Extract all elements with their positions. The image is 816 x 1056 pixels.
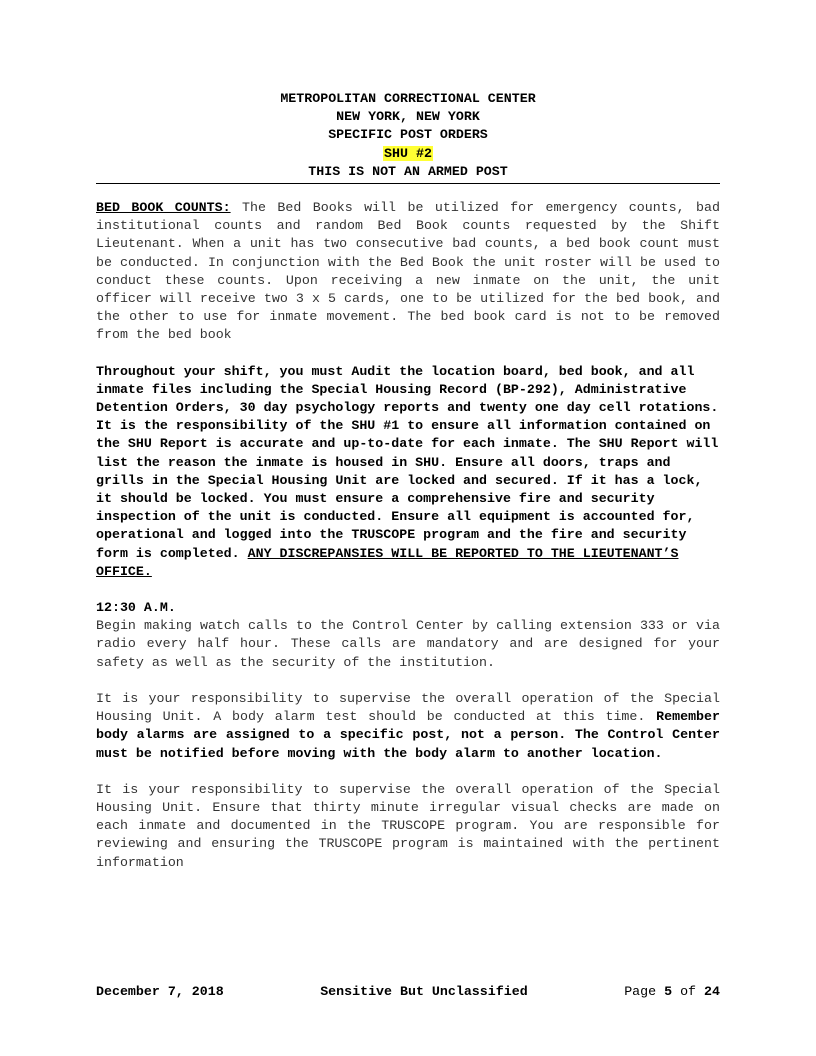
page-footer [96,983,720,1001]
bed-book-text: The Bed Books will be utilized for emergency counts, bad institutional counts and random Bed Book counts requested by the Shift Lieutenant. When a unit has two consecutive bad counts, a bed book count must be conducted. In conjunction with the Bed Book the unit roster will be used to conduct these counts. Upon receiving a new inmate on the unit, the unit officer will receive two 3 x 5 cards, one to be utilized for the bed book, and the other to use for inmate movement. The bed book card is not to be removed from the bed book [96,200,720,343]
bed-book-paragraph [96,199,720,345]
document-page [96,90,720,872]
header-post-orders: SPECIFIC POST ORDERS [328,127,488,143]
time-label-1230: 12:30 A.M. [96,600,176,616]
bed-book-heading: BED BOOK COUNTS: [96,200,231,216]
audit-warning: ANY DISCREPANSIES WILL BE REPORTED TO THE LIEUTENANT’S OFFICE. [96,545,679,579]
audit-text: Throughout your shift, you must Audit the location board, bed book, and all inmate files including the Special Housing Record (BP-292), Administrative Detention Orders, 30 day psychology reports and twenty one day cell rotations. It is the responsibility of the SHU #1 to ensure all information contained on the SHU Report is accurate and up-to-date for each inmate. The SHU Report will list the reason the inmate is housed in SHU. Ensure all doors, traps and grills in the Special Housing Unit are locked and secured. If it has a lock, it should be locked. You must ensure a comprehensive fire and security inspection of the unit is conducted. Ensure all equipment is accounted for, operational and logged into the TRUSCOPE program and the fire and security form is completed. [96,363,719,561]
header-divider [96,183,720,184]
body-alarm-notice: Remember body alarms are assigned to a specific post, not a person. The Control Center must be notified before moving with the body alarm to another location. [96,709,720,761]
watch-calls-paragraph: Begin making watch calls to the Control Center by calling extension 333 or via radio every half hour. These calls are mandatory and are designed for your safety as well as the security of the institution. [96,618,720,670]
audit-paragraph [96,363,720,581]
supervise-paragraph-2: It is your responsibility to supervise the overall operation of the Special Housing Unit. Ensure that thirty minute irregular visual checks are made on each inmate and documented in the TRUSCOPE program. You are responsible for reviewing and ensuring the TRUSCOPE program is maintained with the pertinent information [96,781,720,870]
footer-date: December 7, 2018 [96,984,224,999]
footer-classification: Sensitive But Unclassified [320,984,528,999]
footer-page-number: Page 5 of 24 [624,984,720,999]
supervise-1-text: It is your responsibility to supervise the overall operation of the Special Housing Unit. A body alarm test should be conducted at this time. [96,690,720,725]
header-post-name: SHU #2 [384,145,432,161]
document-header [96,90,720,181]
header-armed-status: THIS IS NOT AN ARMED POST [308,163,508,179]
header-institution: METROPOLITAN CORRECTIONAL CENTER [280,91,536,106]
supervise-paragraph-1 [96,690,720,763]
header-location: NEW YORK, NEW YORK [336,109,480,125]
